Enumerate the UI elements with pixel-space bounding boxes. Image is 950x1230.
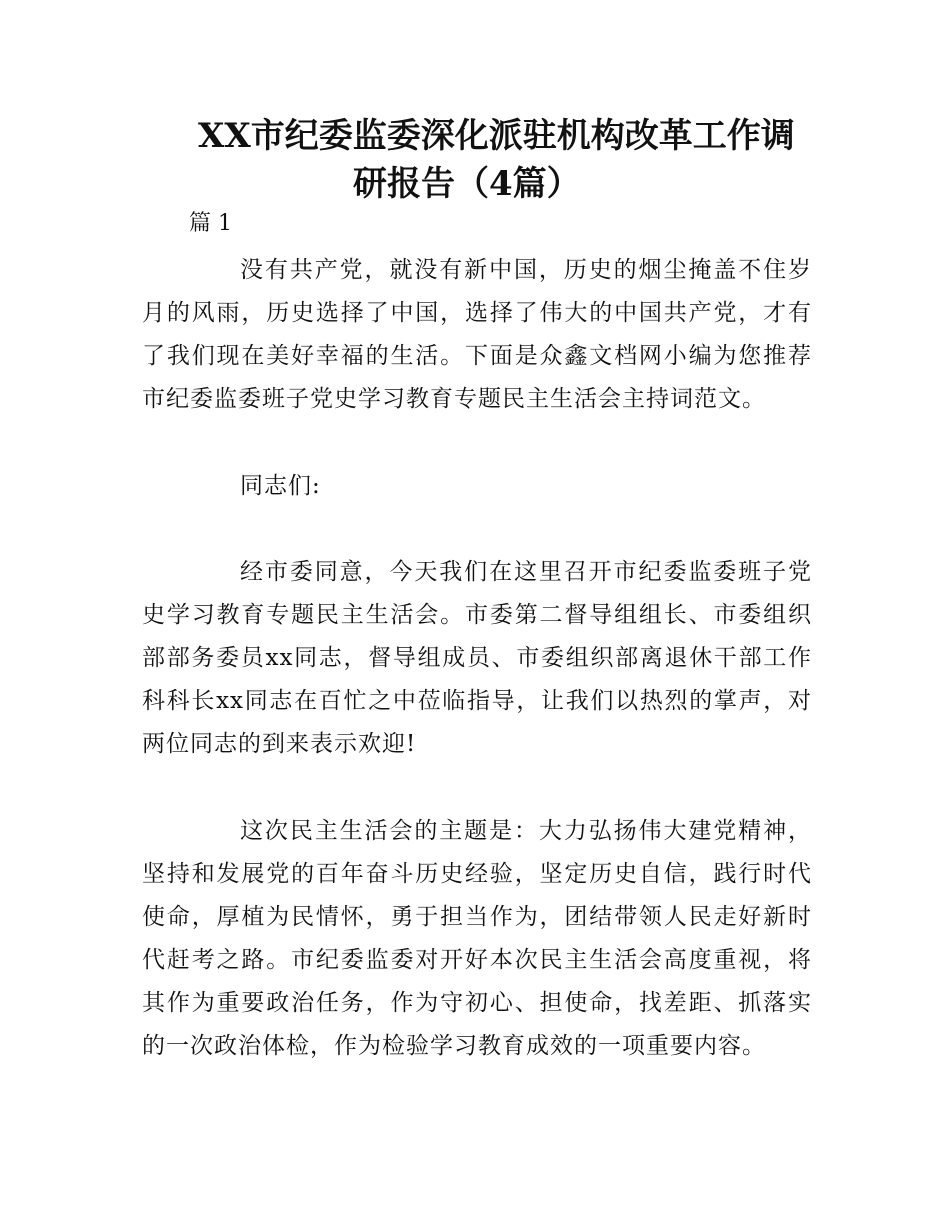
paragraph-opening: 经市委同意，今天我们在这里召开市纪委监委班子党史学习教育专题民主生活会。市委第二督导组组长、市委组织部部务委员xx同志，督导组成员、市委组织部离退休干部工作科科长xx同志在百忙之中莅临指导，让我们以热烈的掌声，对两位同志的到来表示欢迎! xyxy=(142,559,812,757)
title-line-1: XX市纪委监委深化派驻机构改革工作调 xyxy=(198,116,795,156)
paragraph-intro: 没有共产党，就没有新中国，历史的烟尘掩盖不住岁月的风雨，历史选择了中国，选择了伟大的中国共产党，才有了我们现在美好幸福的生活。下面是众鑫文档网小编为您推荐市纪委监委班子党史学习教育专题民主生活会主持词范文。 xyxy=(142,257,812,412)
title-line-2: 研报告（4篇） xyxy=(353,164,581,204)
paragraph-salutation: 同志们: xyxy=(240,473,321,499)
section-label: 篇 1 xyxy=(189,211,232,236)
document-title xyxy=(150,112,850,208)
paragraph-theme: 这次民主生活会的主题是：大力弘扬伟大建党精神，坚持和发展党的百年奋斗历史经验，坚定历史自信，践行时代使命，厚植为民情怀，勇于担当作为，团结带领人民走好新时代赶考之路。市纪委监委对开好本次民主生活会高度重视，将其作为重要政治任务，作为守初心、担使命，找差距、抓落实的一次政治体检，作为检验学习教育成效的一项重要内容。 xyxy=(142,818,812,1059)
